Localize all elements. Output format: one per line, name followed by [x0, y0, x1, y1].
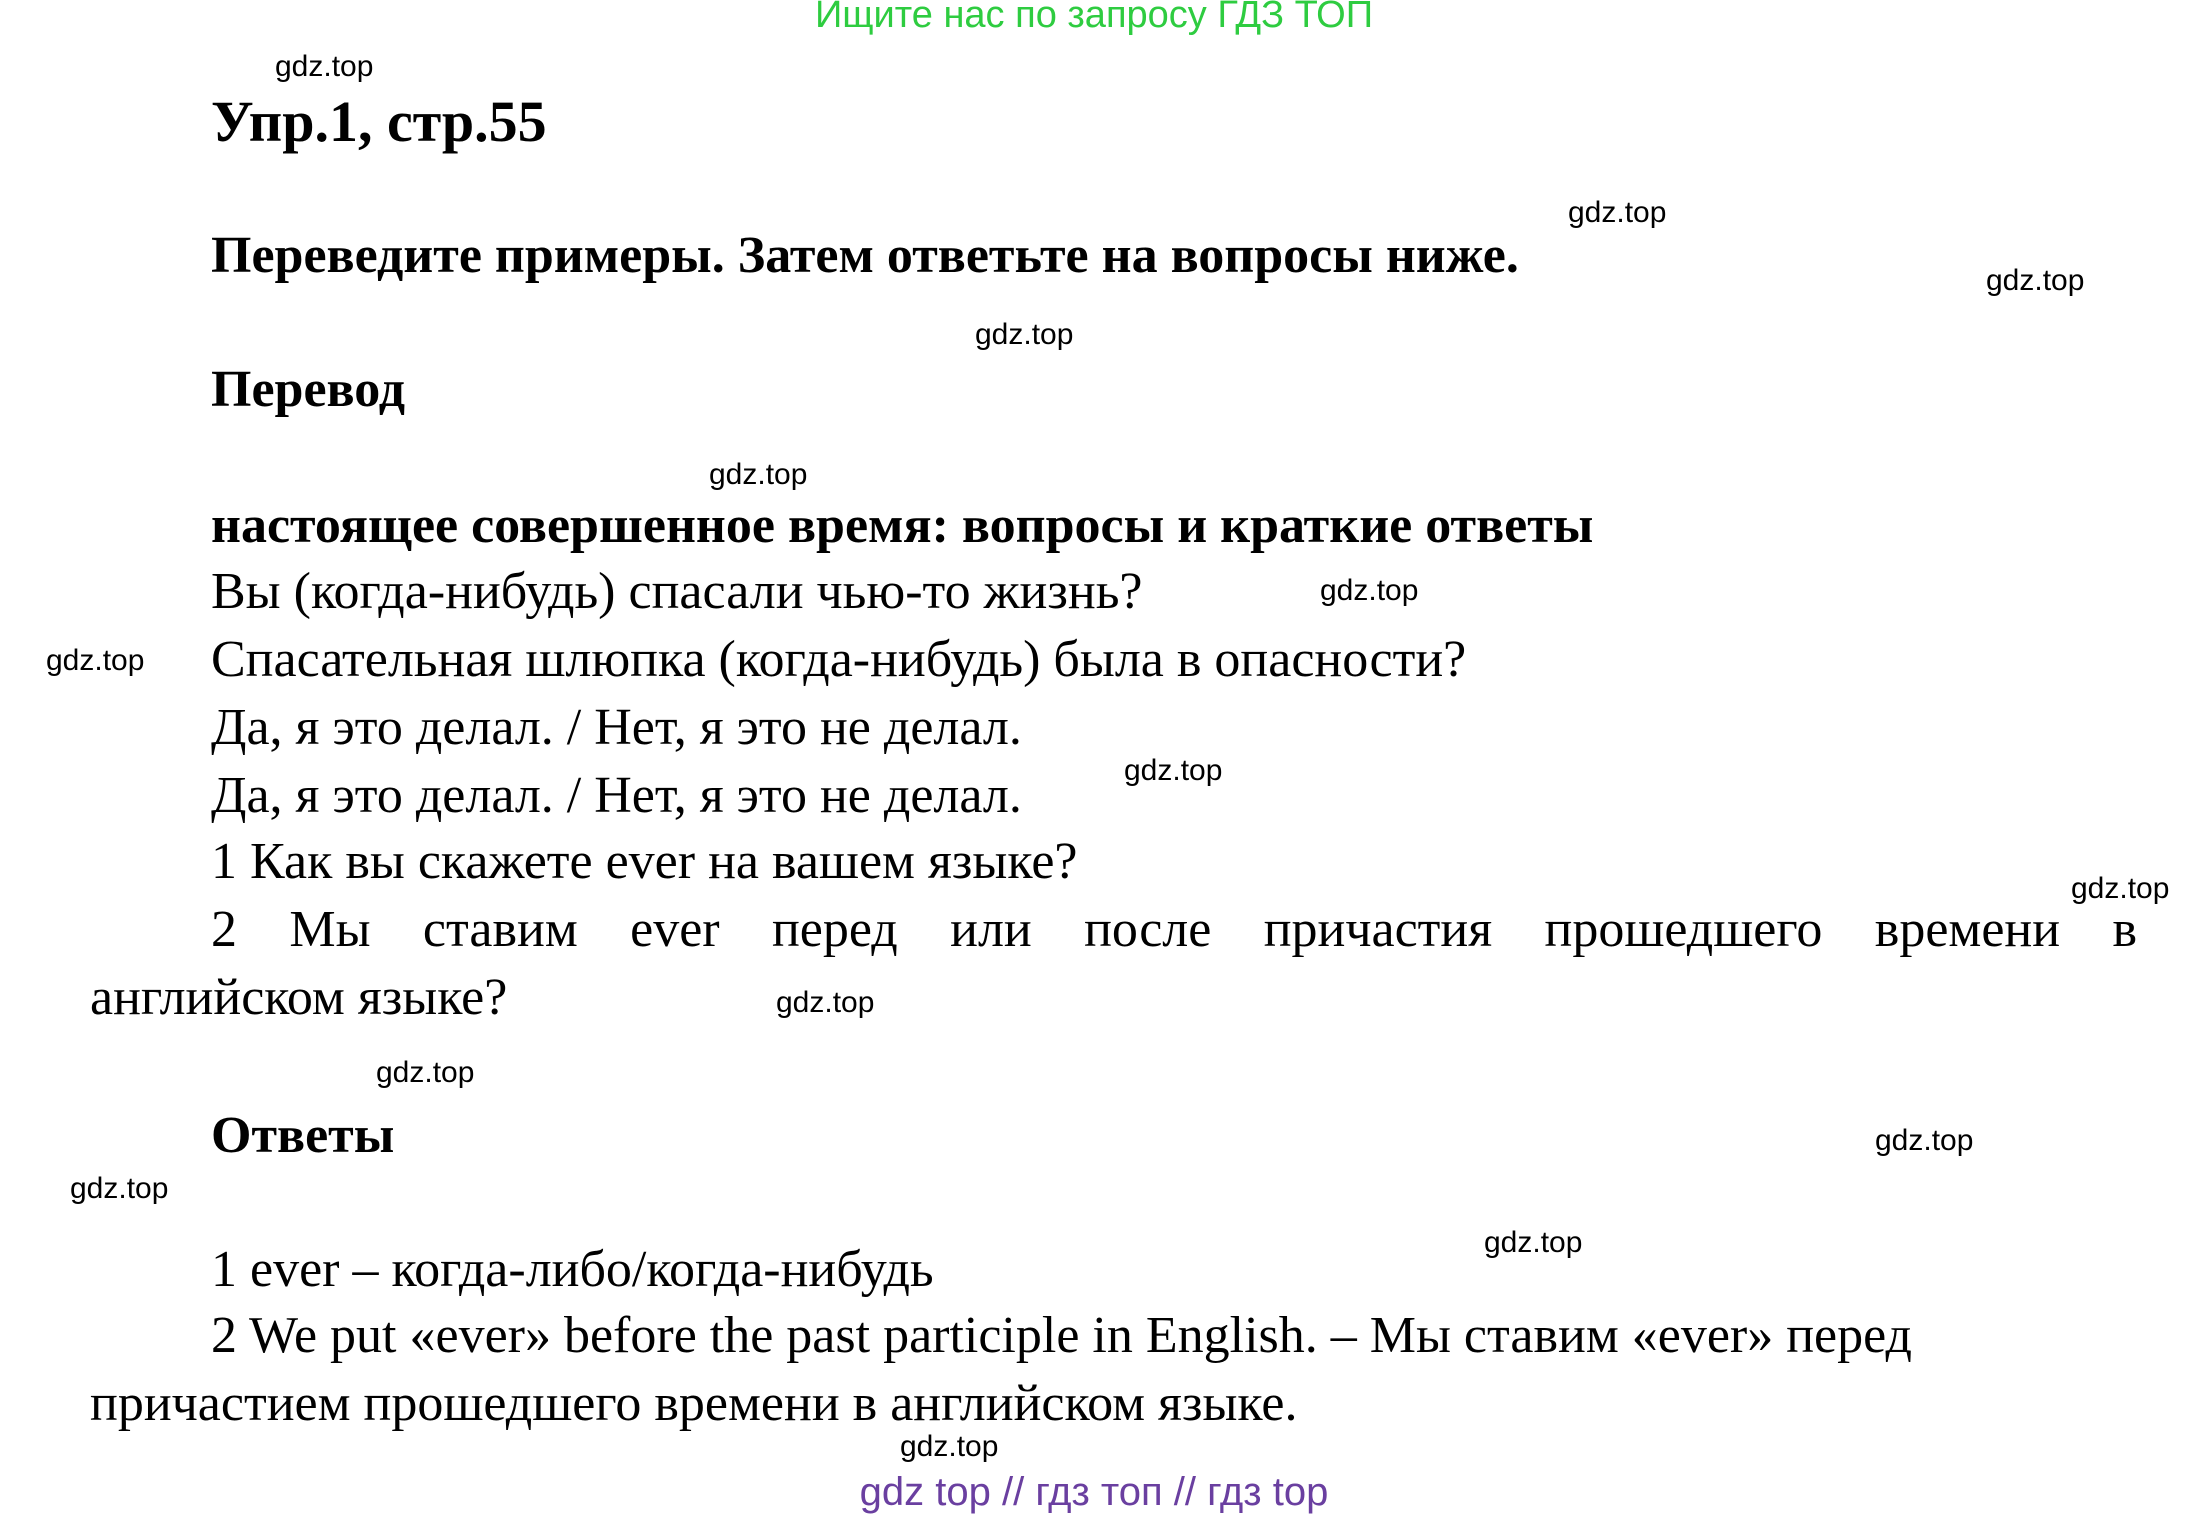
- watermark: gdz.top: [900, 1430, 999, 1463]
- page-title: Упр.1, стр.55: [211, 89, 547, 154]
- watermark: gdz.top: [1986, 264, 2085, 297]
- watermark: gdz.top: [776, 986, 875, 1019]
- watermark: gdz.top: [1568, 196, 1667, 229]
- watermark: gdz.top: [46, 644, 145, 677]
- watermark: gdz.top: [2071, 872, 2170, 905]
- answer-2-line-1: 2 We put «ever» before the past participle in English. – Мы ставим «ever» перед: [211, 1307, 1912, 1364]
- watermark: gdz.top: [275, 50, 374, 83]
- translation-line: Вы (когда-нибудь) спасали чью-то жизнь?: [211, 563, 1143, 620]
- top-banner: Ищите нас по запросу ГДЗ ТОП: [814, 0, 1374, 36]
- answers-heading: Ответы: [211, 1107, 395, 1164]
- watermark: gdz.top: [709, 458, 808, 491]
- watermark: gdz.top: [70, 1172, 169, 1205]
- watermark: gdz.top: [1320, 574, 1419, 607]
- watermark: gdz.top: [1484, 1226, 1583, 1259]
- translation-line: Спасательная шлюпка (когда-нибудь) была в опасности?: [211, 631, 1467, 688]
- question-1: 1 Как вы скажете ever на вашем языке?: [211, 833, 1078, 890]
- translation-heading: Перевод: [211, 361, 406, 418]
- question-2-line-1: 2 Мы ставим ever перед или после причастия прошедшего времени в: [211, 901, 2137, 958]
- bottom-banner: gdz top // гдз топ // гдз top: [859, 1470, 1329, 1514]
- question-2-line-2: английском языке?: [90, 969, 508, 1026]
- translation-line: Да, я это делал. / Нет, я это не делал.: [211, 699, 1022, 756]
- watermark: gdz.top: [376, 1056, 475, 1089]
- watermark: gdz.top: [1875, 1124, 1974, 1157]
- watermark: gdz.top: [975, 318, 1074, 351]
- watermark: gdz.top: [1124, 754, 1223, 787]
- subheading: настоящее совершенное время: вопросы и краткие ответы: [211, 497, 1594, 554]
- answer-2-line-2: причастием прошедшего времени в английском языке.: [90, 1375, 1298, 1432]
- answer-1: 1 ever – когда-либо/когда-нибудь: [211, 1241, 934, 1298]
- instruction-text: Переведите примеры. Затем ответьте на вопросы ниже.: [211, 227, 1519, 284]
- translation-line: Да, я это делал. / Нет, я это не делал.: [211, 767, 1022, 824]
